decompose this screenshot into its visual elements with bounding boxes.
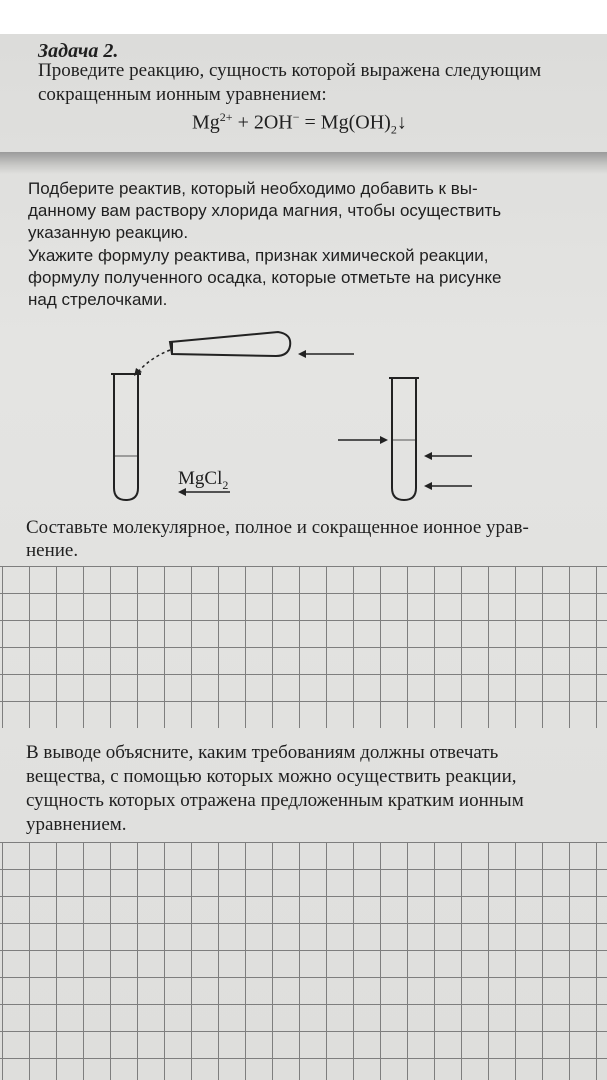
page-fold-shadow	[0, 152, 607, 174]
ionic-equation	[192, 110, 407, 138]
conclusion-prompt-line-3: сущность которых отражена предложенным кратким ионным	[26, 790, 524, 811]
equation-product-sub: 2	[390, 122, 397, 137]
tilted-test-tube-icon	[170, 332, 290, 356]
precipitate-arrow-icon: ↓	[396, 111, 407, 134]
equation-product: = Mg(OH)	[299, 111, 391, 134]
mgcl2-label	[178, 468, 228, 493]
equation-plus: +	[232, 111, 254, 134]
task-intro-line-2: сокращенным ионным уравнением:	[38, 84, 327, 105]
left-test-tube-icon	[111, 374, 141, 500]
mgcl2-subscript: 2	[222, 477, 229, 492]
task-intro-line-1: Проведите реакцию, сущность которой выражена следующим	[38, 60, 542, 81]
arrow-precipitate-lower-head-icon	[424, 482, 432, 490]
right-test-tube-icon	[389, 378, 419, 500]
task-title: Задача 2.	[38, 40, 119, 62]
equation-mg: Mg	[192, 111, 220, 134]
top-margin	[0, 0, 607, 34]
answer-grid-equations[interactable]	[0, 566, 607, 728]
instruction-line-3: указанную реакцию.	[28, 223, 189, 242]
equations-prompt-line-1: Составьте молекулярное, полное и сокращенное ионное урав-	[26, 517, 529, 538]
pouring-dashed-line	[138, 350, 170, 372]
answer-grid-conclusion[interactable]	[0, 842, 607, 1080]
conclusion-prompt-line-1: В выводе объясните, каким требованиям должны отвечать	[26, 742, 499, 763]
instruction-line-1: Подберите реактив, который необходимо добавить к вы-	[28, 179, 478, 198]
equation-mg-charge: 2+	[219, 110, 233, 124]
equation-oh-charge: −	[292, 110, 300, 124]
equation-oh: 2OH	[253, 111, 293, 134]
conclusion-prompt-line-2: вещества, с помощью которых можно осуществить реакции,	[26, 766, 517, 787]
equations-prompt-line-2: нение.	[26, 540, 79, 561]
arrow-sign-head-icon	[380, 436, 388, 444]
arrow-precipitate-upper-head-icon	[424, 452, 432, 460]
test-tubes-figure	[100, 310, 480, 510]
instruction-line-4: Укажите формулу реактива, признак химической реакции,	[28, 246, 489, 265]
instruction-line-2: данному вам раствору хлорида магния, чтобы осуществить	[28, 201, 502, 220]
arrow-reagent-head-icon	[298, 350, 306, 358]
conclusion-prompt-line-4: уравнением.	[26, 814, 127, 835]
instruction-line-5: формулу полученного осадка, которые отметьте на рисунке	[28, 268, 502, 287]
mgcl2-formula: MgCl	[178, 468, 223, 489]
instruction-line-6: над стрелочками.	[28, 290, 168, 309]
